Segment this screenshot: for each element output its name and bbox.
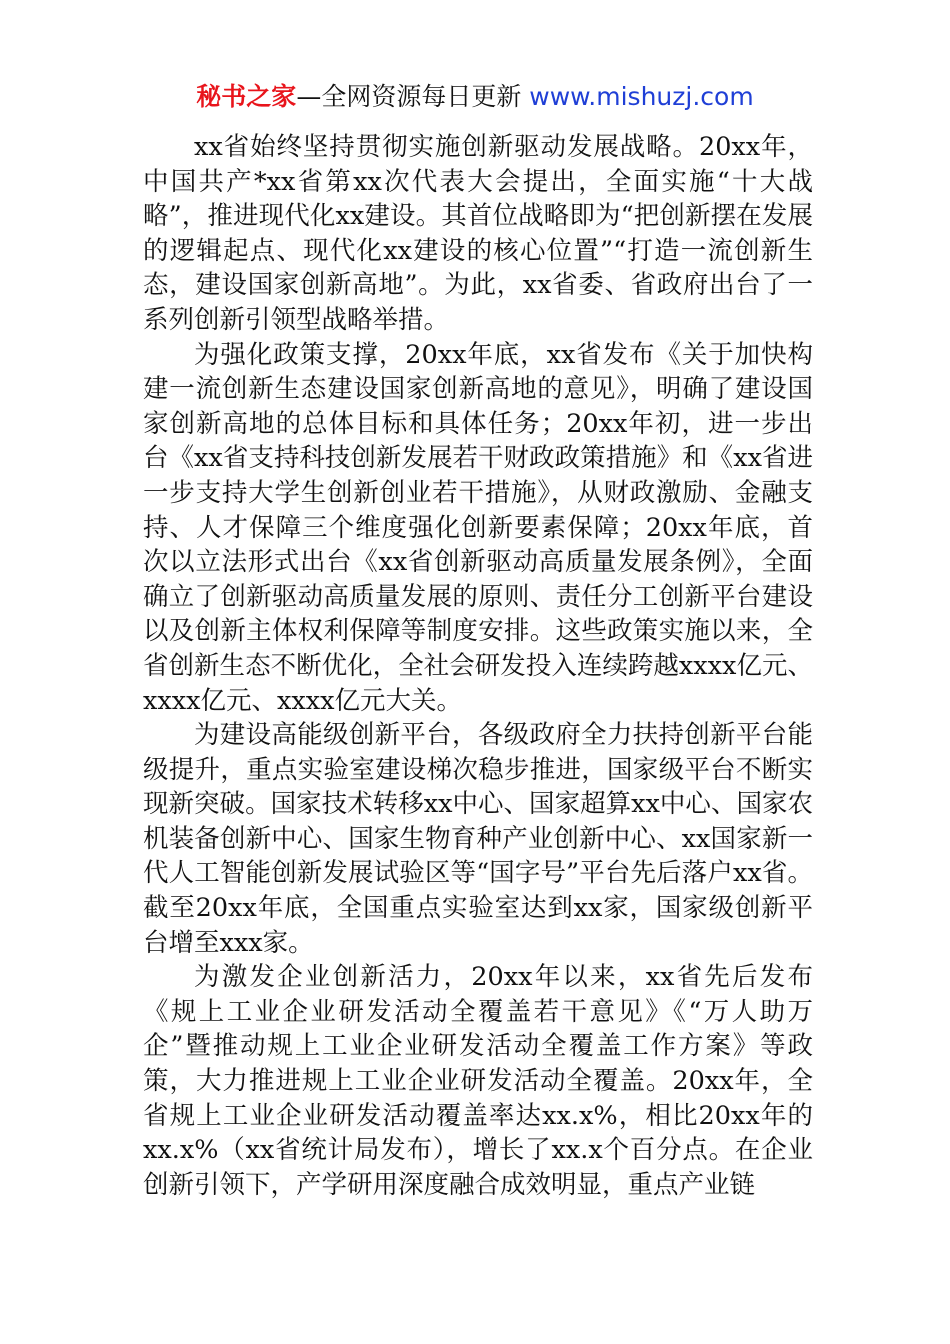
paragraph-innovation-platforms: 为建设高能级创新平台，各级政府全力扶持创新平台能级提升，重点实验室建设梯次稳步推进，国家级平台不断实现新突破。国家技术转移xx中心、国家超算xx中心、国家农机装备创新中心、国家生物育种产业创新中心、xx国家新一代人工智能创新发展试验区等“国字号”平台先后落户xx省。截至20xx年底，全国重点实验室达到xx家，国家级创新平台增至xxx家。 bbox=[143, 720, 813, 958]
header-tagline: —全网资源每日更新 bbox=[296, 82, 530, 111]
site-header bbox=[0, 80, 950, 114]
paragraph-policy-support: 为强化政策支撑，20xx年底，xx省发布《关于加快构建一流创新生态建设国家创新高地的意见》，明确了建设国家创新高地的总体目标和具体任务；20xx年初，进一步出台《xx省支持科技创新发展若干财政政策措施》和《xx省进一步支持大学生创新创业若干措施》，从财政激励、金融支持、人才保障三个维度强化创新要素保障；20xx年底，首次以立法形式出台《xx省创新驱动高质量发展条例》，全面确立了创新驱动高质量发展的原则、责任分工创新平台建设以及创新主体权利保障等制度安排。这些政策实施以来，全省创新生态不断优化，全社会研发投入连续跨越xxxx亿元、xxxx亿元、xxxx亿元大关。 bbox=[143, 339, 813, 716]
brand-name: 秘书之家 bbox=[196, 82, 297, 111]
paragraph-enterprise-innovation: 为激发企业创新活力，20xx年以来，xx省先后发布《规上工业企业研发活动全覆盖若干意见》《“万人助万企”暨推动规上工业企业研发活动全覆盖工作方案》等政策，大力推进规上工业企业研发活动全覆盖。20xx年，全省规上工业企业研发活动覆盖率达xx.x%，相比20xx年的xx.x%（xx省统计局发布），增长了xx.x个百分点。在企业创新引领下，产学研用深度融合成效明显，重点产业链 bbox=[143, 962, 813, 1200]
site-url-link[interactable]: www.mishuzj.com bbox=[529, 82, 754, 111]
document-body bbox=[143, 130, 813, 1202]
paragraph-strategy: xx省始终坚持贯彻实施创新驱动发展战略。20xx年，中国共产*xx省第xx次代表大会提出，全面实施“十大战略”，推进现代化xx建设。其首位战略即为“把创新摆在发展的逻辑起点、现代化xx建设的核心位置”“打造一流创新生态，建设国家创新高地”。为此，xx省委、省政府出台了一系列创新引领型战略举措。 bbox=[143, 132, 813, 335]
